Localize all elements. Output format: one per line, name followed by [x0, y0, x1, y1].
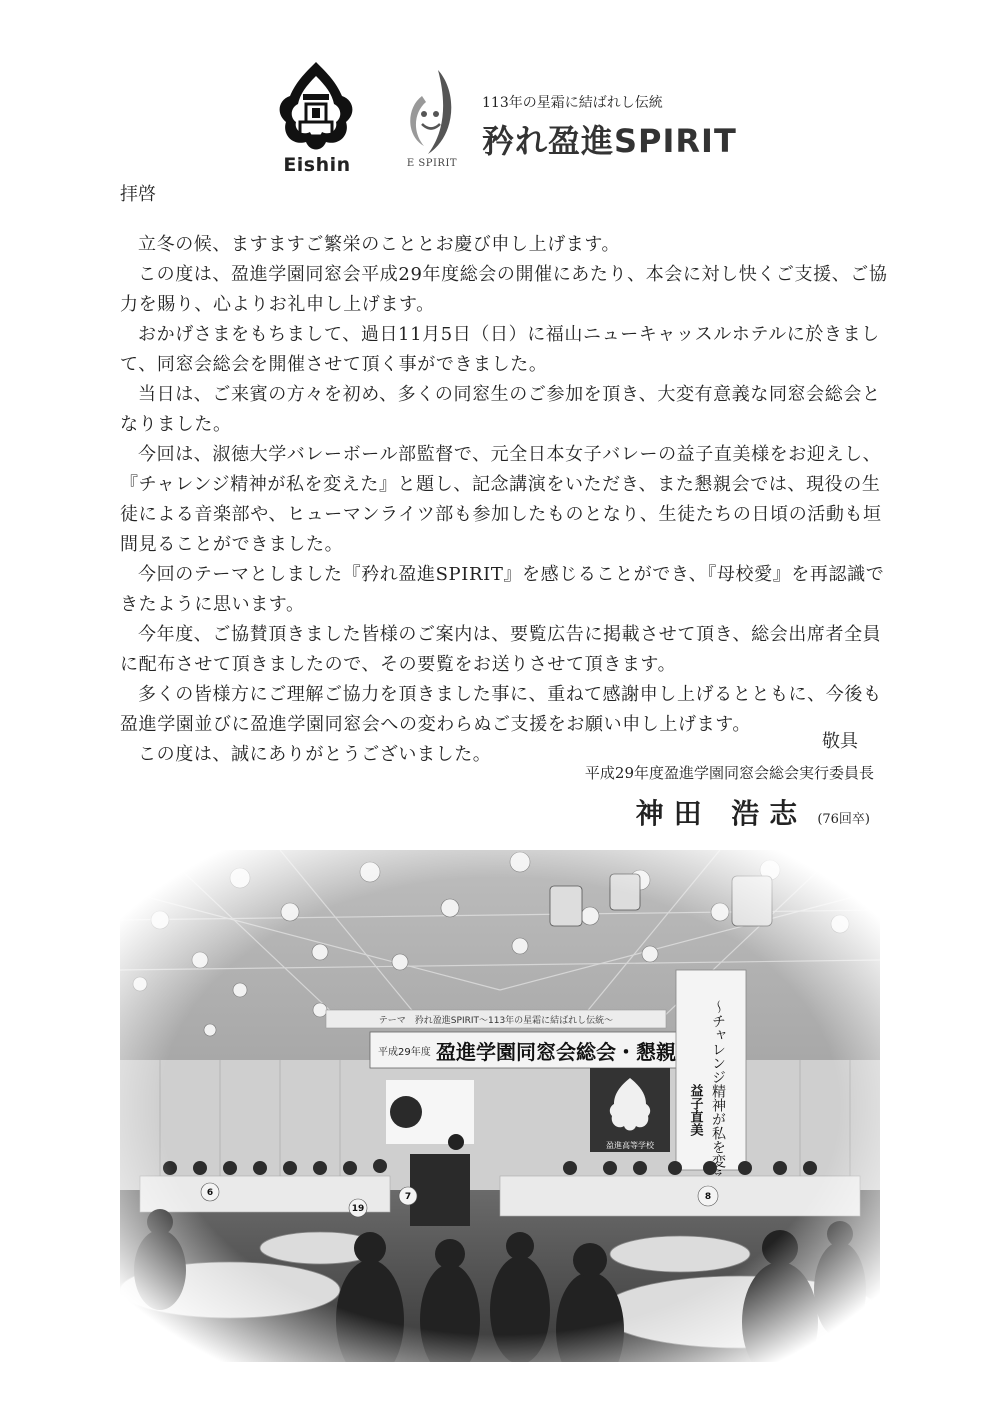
signature-block: [636, 792, 870, 832]
closing: 敬具: [822, 731, 858, 752]
brand-title: 矜れ盈進SPIRIT: [482, 122, 737, 160]
tagline: 113年の星霜に結ばれし伝統: [482, 95, 663, 111]
salutation: 拝啓: [120, 184, 156, 205]
espirit-logo-text: E SPIRIT: [406, 158, 458, 169]
espirit-logo-icon: [402, 66, 458, 158]
paragraph: この度は、盈進学園同窓会平成29年度総会の開催にあたり、本会に対し快くご支援、ご協力を賜り、心よりお礼申し上げます。: [120, 264, 888, 315]
paragraph: 今回は、淑徳大学バレーボール部監督で、元全日本女子バレーの益子直美様をお迎えし、『チャレンジ精神が私を変えた』と題し、記念講演をいただき、また懇親会では、現役の生徒による音楽部や、ヒューマンライツ部も参加したものとなり、生徒たちの日頃の活動も垣間見ることができました。: [120, 444, 882, 555]
school-logo-text: Eishin: [283, 154, 351, 176]
paragraph: 立冬の候、ますますご繁栄のこととお慶び申し上げます。: [138, 234, 621, 255]
paragraph: 今回のテーマとしました『矜れ盈進SPIRIT』を感じることができ、『母校愛』を再認識できたように思います。: [120, 564, 885, 615]
paragraph: この度は、誠にありがとうございました。: [138, 744, 492, 765]
paragraph: 今年度、ご協賛頂きました皆様のご案内は、要覧広告に掲載させて頂き、総会出席者全員に配布させて頂きましたので、その要覧をお送りさせて頂きます。: [120, 624, 882, 675]
letter-body: [120, 230, 890, 770]
signer-class: (76回卒): [817, 812, 870, 827]
school-crest-icon: [276, 60, 356, 160]
paragraph: 多くの皆様方にご理解ご協力を頂きました事に、重ねて感謝申し上げるとともに、今後も盈進学園並びに盈進学園同窓会への変わらぬご支援をお願い申し上げます。: [120, 684, 882, 735]
letter-header: [270, 60, 790, 180]
committee-title: 平成29年度盈進学園同窓会総会実行委員長: [584, 764, 874, 782]
paragraph: 当日は、ご来賓の方々を初め、多くの同窓生のご参加を頂き、大変有意義な同窓会総会となりました。: [120, 384, 881, 435]
signer-name: 神田 浩志: [635, 797, 808, 830]
event-photo: [120, 850, 880, 1362]
paragraph: おかげさまをもちまして、過日11月5日（日）に福山ニューキャッスルホテルに於きまして、同窓会総会を開催させて頂く事ができました。: [120, 324, 880, 375]
